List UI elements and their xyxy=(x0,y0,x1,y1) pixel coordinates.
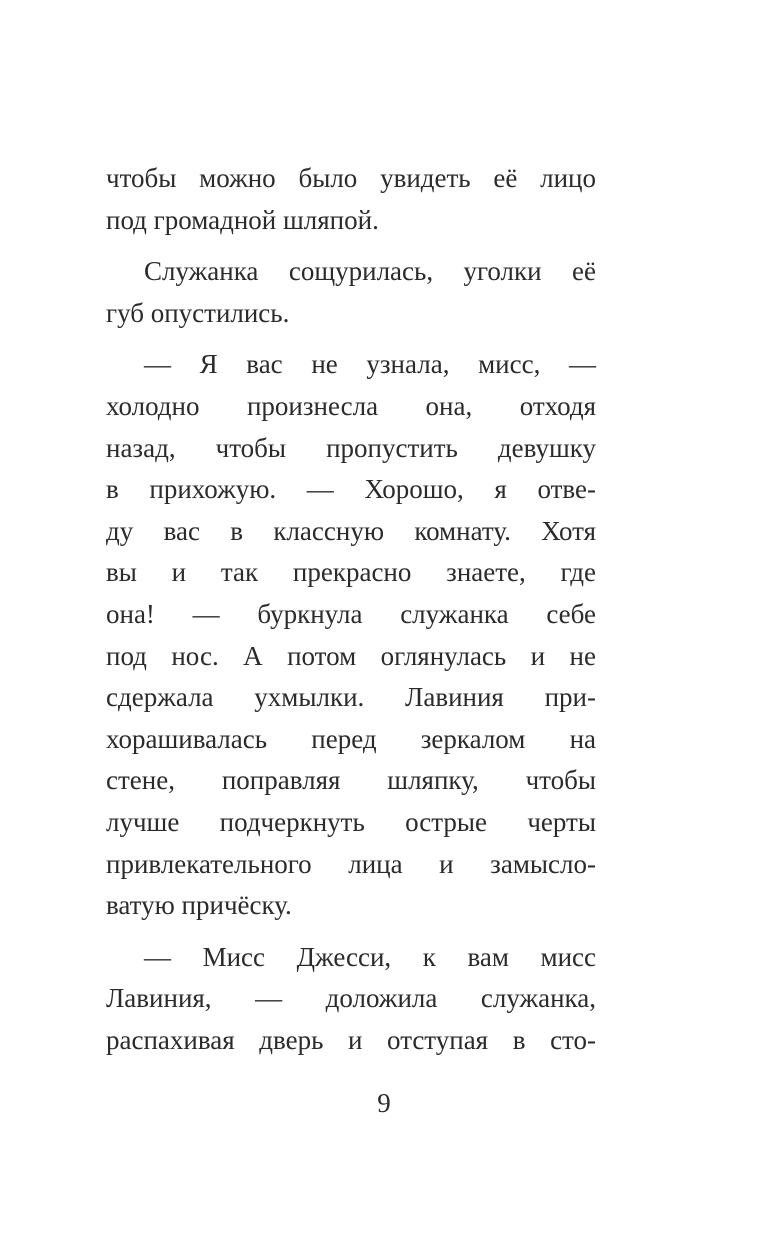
text-line: — Я вас не узнала, мисс, — xyxy=(144,349,596,380)
text-line: Лавиния, — доложила служанка, xyxy=(106,983,596,1014)
text-line: ватую причёску. xyxy=(106,890,292,921)
text-line: сдержала ухмылки. Лавиния при- xyxy=(106,682,596,713)
text-line: хорашивалась перед зеркалом на xyxy=(106,723,596,754)
text-line: привлекательного лица и замысло- xyxy=(106,848,596,879)
text-line: Служанка сощурилась, уголки её xyxy=(144,256,596,287)
text-line: чтобы можно было увидеть её лицо xyxy=(106,163,596,193)
text-line: стене, поправляя шляпку, чтобы xyxy=(106,765,596,796)
paragraph xyxy=(106,158,596,241)
text-line: распахивая дверь и отступая в сто- xyxy=(106,1024,596,1055)
text-line: вы и так прекрасно знаете, где xyxy=(106,557,596,588)
text-line: холодно произнесла она, отходя xyxy=(106,390,596,421)
text-line: назад, чтобы пропустить девушку xyxy=(106,432,596,463)
text-line: под нос. А потом оглянулась и не xyxy=(106,640,596,671)
paragraph xyxy=(106,251,596,334)
text-line: губ опустились. xyxy=(106,297,290,328)
text-line: лучше подчеркнуть острые черты xyxy=(106,806,596,837)
text-line: под громадной шляпой. xyxy=(106,204,379,235)
text-line: она! — буркнула служанка себе xyxy=(106,598,596,629)
paragraph xyxy=(106,937,596,1062)
paragraph xyxy=(106,344,596,926)
text-line: в прихожую. — Хорошо, я отве- xyxy=(106,474,596,505)
page-number: 9 xyxy=(377,1088,391,1118)
text-line: — Мисс Джесси, к вам мисс xyxy=(144,941,596,972)
text-line: ду вас в классную комнату. Хотя xyxy=(106,515,596,546)
body-text xyxy=(106,158,596,1061)
